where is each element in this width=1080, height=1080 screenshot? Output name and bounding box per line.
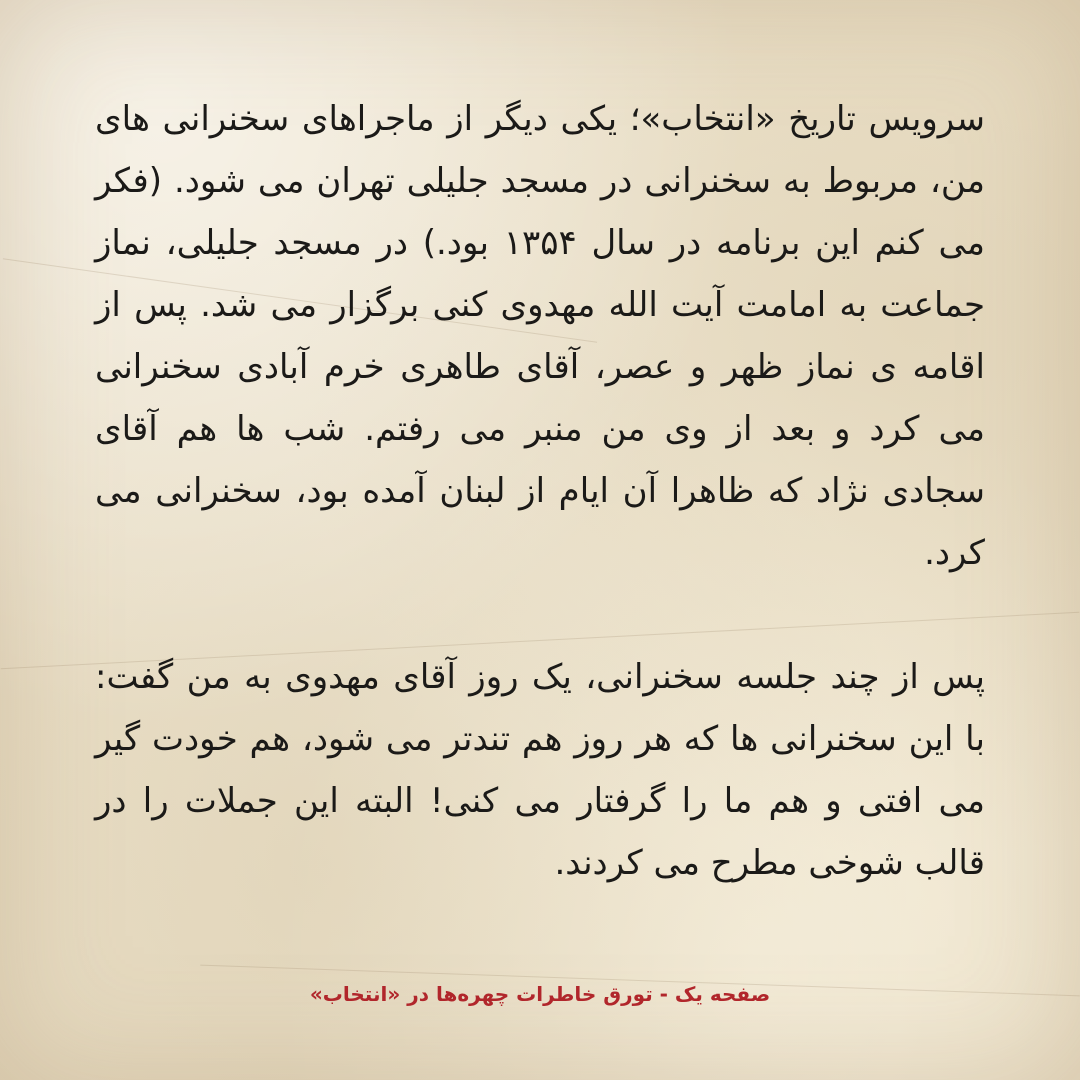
paragraph-spacer (95, 584, 985, 646)
memoir-text-body (95, 88, 985, 894)
memoir-paragraph-2: پس از چند جلسه سخنرانی، یک روز آقای مهدوی به من گفت: با این سخنرانی ها که هر روز هم تندتر می شود، هم خودت گیر می افتی و هم ما را گرفتار می کنی! البته این جملات را در قالب شوخی مطرح می کردند. (95, 657, 985, 883)
page-footer-caption: صفحه یک - تورق خاطرات چهره‌ها در «انتخاب» (309, 982, 771, 1006)
memoir-paragraph-1: سرویس تاریخ «انتخاب»؛ یکی دیگر از ماجراهای سخنرانی های من، مربوط به سخنرانی در مسجد جلیلی تهران می شود. (فکر می کنم این برنامه در سال ۱۳۵۴ بود.) در مسجد جلیلی، نماز جماعت به امامت آیت الله مهدوی کنی برگزار می شد. پس از اقامه ی نماز ظهر و عصر، آقای طاهری خرم آبادی سخنرانی می کرد و بعد از وی من منبر می رفتم. شب ها هم آقای سجادی نژاد که ظاهرا آن ایام از لبنان آمده بود، سخنرانی می کرد. (95, 99, 985, 573)
